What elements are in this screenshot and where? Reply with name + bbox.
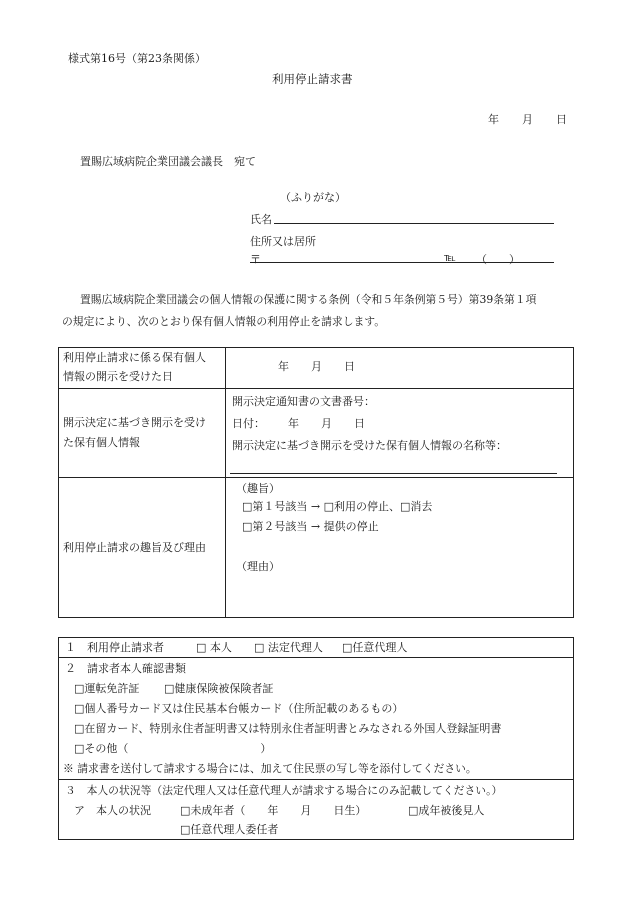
checkbox-voluntary-rep[interactable]: □任意代理人 bbox=[342, 641, 408, 654]
checkbox-drivers-license[interactable]: □運転免許証 bbox=[74, 682, 140, 695]
intro-line-1: 置賜広域病院企業団議会の個人情報の保護に関する条例（令和５年条例第５号）第39条第１項 bbox=[80, 293, 537, 306]
checkbox-residence-card[interactable]: □在留カード、特別永住者証明書又は特別永住者証明書とみなされる外国人登録証明書 bbox=[74, 722, 502, 735]
info-name-label: 開示決定に基づき開示を受けた保有個人情報の名称等： bbox=[232, 439, 507, 452]
disclosure-date-field[interactable]: 年 月 日 bbox=[278, 360, 355, 373]
checkbox-principal[interactable]: □任意代理人委任者 bbox=[180, 823, 279, 836]
purpose-label: （趣旨） bbox=[236, 482, 280, 495]
address-label: 住所又は居所 bbox=[250, 235, 316, 248]
tel-label: ℡ bbox=[444, 251, 456, 264]
checkbox-self[interactable]: □ 本人 bbox=[196, 641, 232, 654]
date-year-label: 年 bbox=[488, 113, 499, 126]
checkbox-legal-rep[interactable]: □ 法定代理人 bbox=[254, 641, 323, 654]
notice-date-field[interactable]: 年 月 日 bbox=[288, 417, 365, 430]
furigana-label: （ふりがな） bbox=[280, 191, 346, 204]
lower-divider-2 bbox=[58, 779, 574, 780]
section2-label: ２ 請求者本人確認書類 bbox=[65, 662, 186, 675]
doc-number-label: 開示決定通知書の文書番号： bbox=[232, 395, 375, 408]
form-number: 様式第16号（第23条関係） bbox=[68, 52, 206, 65]
section1-label: １ 利用停止請求者 bbox=[65, 641, 164, 654]
row3-label: 利用停止請求の趣旨及び理由 bbox=[63, 541, 206, 554]
checkbox-adult-ward[interactable]: □成年被後見人 bbox=[408, 804, 485, 817]
page-title: 利用停止請求書 bbox=[272, 72, 353, 86]
section2-note: ※ 請求書を送付して請求する場合には、加えて住民票の写し等を添付してください。 bbox=[63, 762, 477, 775]
purpose-option-2[interactable]: □第２号該当 → 提供の停止 bbox=[242, 520, 379, 533]
notice-date-label: 日付： bbox=[232, 417, 265, 430]
postal-mark: 〒 bbox=[250, 253, 261, 266]
table-row-divider-2 bbox=[58, 477, 574, 478]
table-row-divider-1 bbox=[58, 388, 574, 389]
date-month-label: 月 bbox=[522, 113, 533, 126]
checkbox-minor[interactable]: □未成年者（ 年 月 日生） bbox=[180, 804, 367, 817]
date-day-label: 日 bbox=[556, 113, 567, 126]
row1-label-line2: 情報の開示を受けた日 bbox=[63, 370, 173, 383]
tel-parens: （ ） bbox=[476, 253, 520, 266]
reason-label: （理由） bbox=[236, 560, 280, 573]
row2-label-line1: 開示決定に基づき開示を受け bbox=[63, 416, 206, 429]
section3-label: ３ 本人の状況等（法定代理人又は任意代理人が請求する場合にのみ記載してください。） bbox=[65, 784, 503, 797]
checkbox-other-doc[interactable]: □その他（ ） bbox=[74, 742, 272, 755]
checkbox-health-insurance[interactable]: □健康保険被保険者証 bbox=[164, 682, 274, 695]
info-name-field[interactable] bbox=[230, 473, 557, 474]
row2-label-line2: た保有個人情報 bbox=[63, 436, 140, 449]
name-label: 氏名 bbox=[250, 213, 272, 226]
row1-label-line1: 利用停止請求に係る保有個人 bbox=[63, 351, 206, 364]
checkbox-my-number-card[interactable]: □個人番号カード又は住民基本台帳カード（住所記載のあるもの） bbox=[74, 702, 404, 715]
name-field[interactable] bbox=[274, 223, 554, 224]
intro-line-2: の規定により、次のとおり保有個人情報の利用停止を請求します。 bbox=[62, 315, 386, 328]
purpose-option-1[interactable]: □第１号該当 → □利用の停止、□消去 bbox=[242, 500, 433, 513]
addressee: 置賜広域病院企業団議会議長 宛て bbox=[80, 155, 256, 168]
section3-sub-label: ア 本人の状況 bbox=[74, 804, 151, 817]
